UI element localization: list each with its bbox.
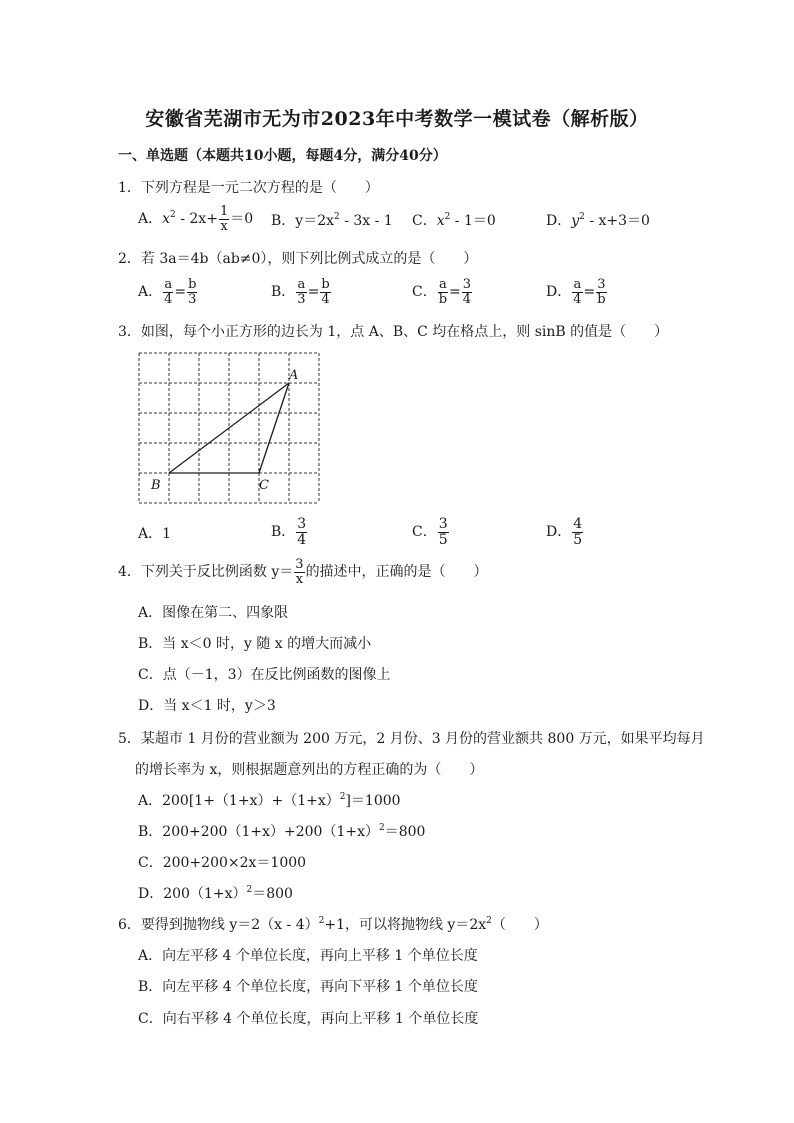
q2-option-d: D． $\frac{a}{4}$ = $\frac{3}{b}$: [546, 277, 606, 307]
page-title: 安徽省芜湖市无为市2023年中考数学一模试卷（解析版）: [145, 108, 649, 130]
q3-option-a: A．1: [138, 526, 172, 542]
q2-option-a: A． $\frac{a}{4}$ = $\frac{b}{3}$: [138, 277, 197, 307]
point-b-label: B: [151, 478, 161, 493]
q3-option-c: C． $\frac{3}{5}$: [412, 516, 448, 548]
q6-option-a: A．向左平移 4 个单位长度，再向上平移 1 个单位长度: [138, 948, 478, 964]
q5-option-a: A．$200[1+(1+x)+(1+x)^2]=1000$: [138, 792, 401, 809]
q2-option-b: B． $\frac{a}{3}$ = $\frac{b}{4}$: [271, 277, 330, 307]
q6-option-b: B．向左平移 4 个单位长度，再向下平移 1 个单位长度: [138, 979, 478, 995]
q4-option-b: B．当 x＜0 时，y 随 x 的增大而减小: [138, 636, 372, 652]
q2-stem: 2．若 3a＝4b（ab≠0），则下列比例式成立的是（ ）: [118, 251, 478, 267]
q1-option-c: C．$x^2 - 1=0$: [412, 212, 496, 229]
q1-option-d: D．$y^2 - x+3=0$: [546, 212, 650, 229]
q4-option-d: D．当 x＜1 时，y＞3: [138, 698, 276, 714]
q5-option-c: C．200+200×2x＝1000: [138, 855, 307, 871]
q1-option-b: B．$y=2x^2 - 3x - 1$: [271, 212, 393, 229]
q6-stem: 6．要得到抛物线 y＝2（x - 4）$^2$+1，可以将抛物线 $y=2x^2$（ ）: [118, 916, 548, 933]
q4-option-a: A．图像在第二、四象限: [138, 605, 289, 621]
q1-option-a: A．$x^2 - 2x+$ $\frac{1}{x}$ ＝0: [138, 204, 254, 234]
q3-option-b: B． $\frac{3}{4}$: [271, 516, 307, 548]
q5-option-b: B．$200+200(1+x)+200(1+x)^2=800$: [138, 823, 426, 840]
q5-option-d: D．$200(1+x)^2=800$: [138, 885, 293, 902]
q1-stem: 1．下列方程是一元二次方程的是（ ）: [118, 180, 379, 196]
section-heading: 一、单选题（本题共10小题，每题4分，满分40分）: [118, 148, 447, 164]
q4-stem: 4．下列关于反比例函数 y＝ $\frac{3}{x}$ 的描述中，正确的是（ ）: [118, 557, 488, 587]
q6-option-c: C．向右平移 4 个单位长度，再向上平移 1 个单位长度: [138, 1011, 479, 1027]
q3-grid-figure: [135, 349, 327, 509]
q4-option-c: C．点（－1，3）在反比例函数的图像上: [138, 667, 391, 683]
q5-stem-line2: 的增长率为 x，则根据题意列出的方程正确的为（ ）: [135, 762, 484, 778]
point-c-label: C: [259, 478, 269, 493]
point-a-label: A: [289, 368, 299, 383]
q5-stem-line1: 5．某超市 1 月份的营业额为 200 万元，2 月份、3 月份的营业额共 800 万元，如果平均每月: [118, 731, 705, 747]
q2-option-c: C． $\frac{a}{b}$ = $\frac{3}{4}$: [412, 277, 472, 307]
q3-stem: 3．如图，每个小正方形的边长为 1，点 A、B、C 均在格点上，则 sinB 的值是（ ）: [118, 324, 669, 340]
q3-option-d: D． $\frac{4}{5}$: [546, 516, 583, 548]
